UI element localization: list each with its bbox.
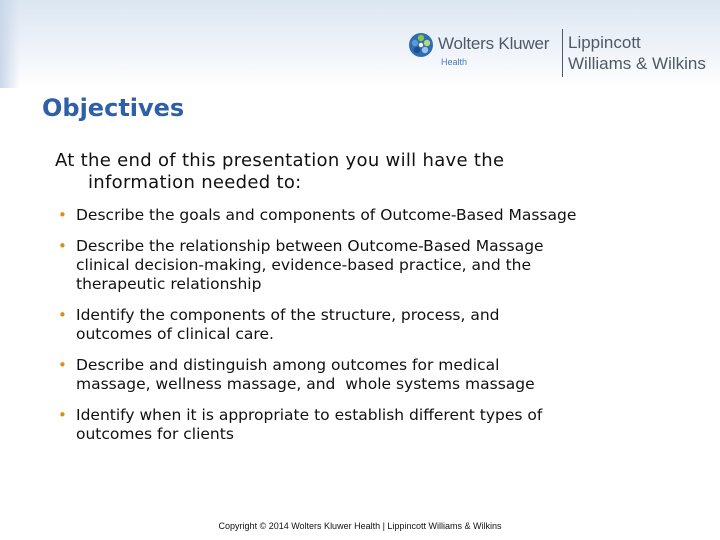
logo-company-name: Wolters Kluwer	[438, 34, 550, 53]
slide-title: Objectives	[42, 94, 185, 122]
objectives-list	[56, 206, 696, 456]
bullet-icon: •	[58, 206, 67, 224]
objective-text-line-1: Identify when it is appropriate to establish different types of	[76, 406, 543, 424]
objective-text-line-2: massage, wellness massage, and whole systems massage	[76, 375, 535, 393]
objective-text-line-2: clinical decision-making, evidence-based practice, and the	[76, 256, 532, 274]
intro-line-2: information needed to:	[88, 172, 302, 193]
wolters-kluwer-logo	[408, 29, 718, 81]
objective-text-line-2: outcomes of clinical care.	[76, 325, 274, 343]
bullet-icon: •	[58, 406, 67, 424]
logo-division: Health	[441, 57, 468, 67]
logo-brand	[568, 32, 706, 74]
logo-brand-line-2: Williams & Wilkins	[568, 54, 706, 73]
objective-item	[56, 237, 696, 294]
bullet-icon: •	[58, 237, 67, 255]
intro-text	[55, 150, 675, 194]
logo-brand-line-1: Lippincott	[568, 33, 641, 52]
wk-logo-mark-icon	[408, 32, 434, 58]
logo-divider	[562, 29, 563, 77]
objective-item	[56, 356, 696, 394]
copyright-footer: Copyright © 2014 Wolters Kluwer Health | Lippincott Williams & Wilkins	[218, 521, 502, 531]
objective-text-line-1: Describe the relationship between Outcome-Based Massage	[76, 237, 544, 255]
objective-text-line-1: Identify the components of the structure, process, and	[76, 306, 500, 324]
objective-item	[56, 406, 696, 444]
bullet-icon: •	[58, 306, 67, 324]
objective-text: Describe the goals and components of Outcome-Based Massage	[76, 206, 577, 224]
bullet-icon: •	[58, 356, 67, 374]
objective-text-line-3: therapeutic relationship	[76, 275, 262, 293]
intro-line-1: At the end of this presentation you will have the	[55, 150, 505, 171]
objective-item	[56, 306, 696, 344]
objective-item	[56, 206, 696, 225]
objective-text-line-1: Describe and distinguish among outcomes for medical	[76, 356, 500, 374]
objective-text-line-2: outcomes for clients	[76, 425, 234, 443]
